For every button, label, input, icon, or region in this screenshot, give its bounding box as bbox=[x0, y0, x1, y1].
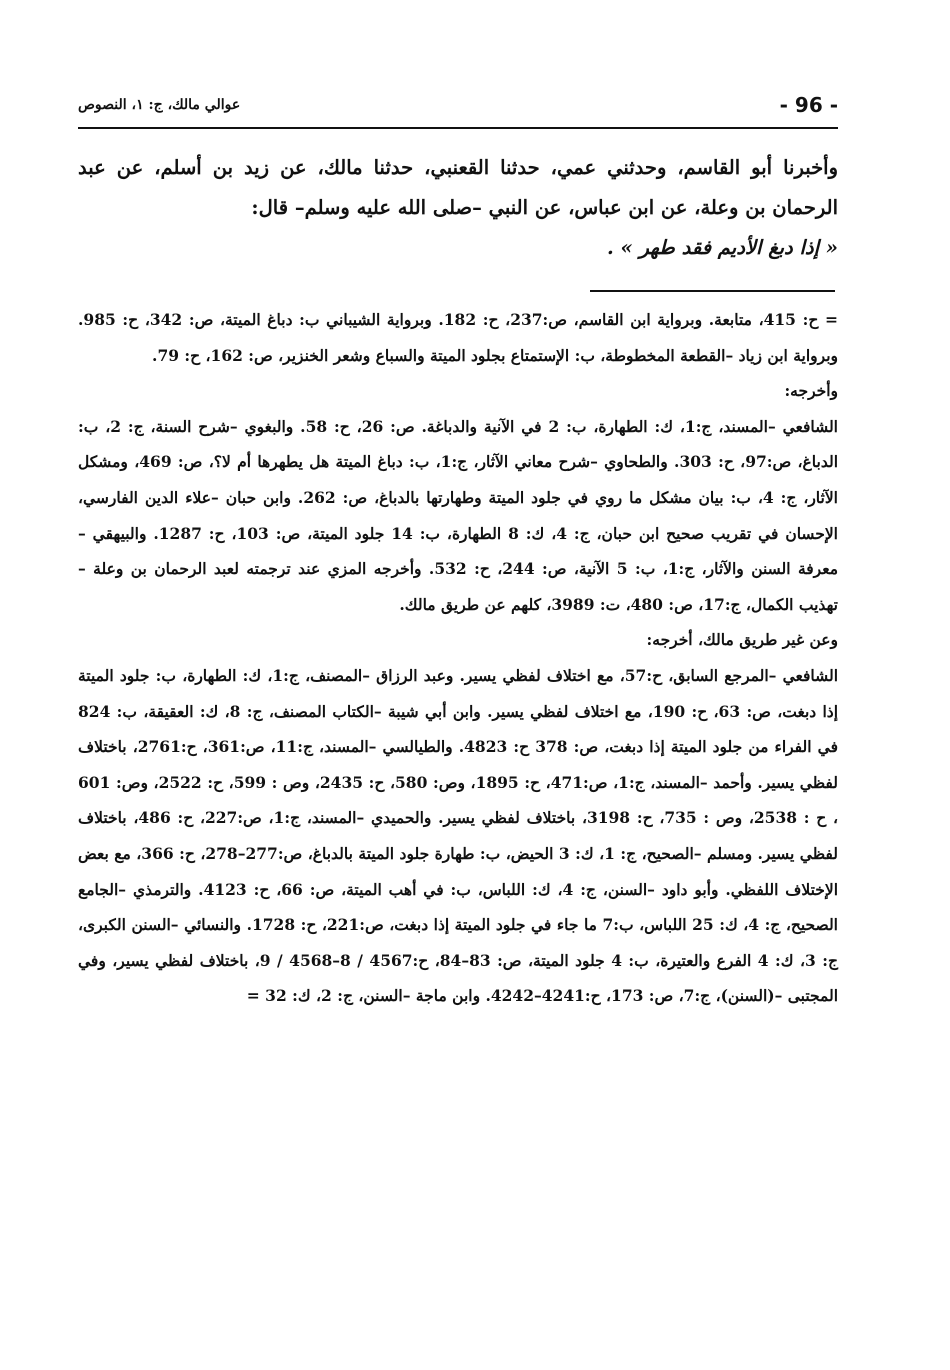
page-number: - 96 - bbox=[779, 93, 838, 117]
footnote-heading-1: وأخرجه: bbox=[784, 381, 838, 401]
footnotes bbox=[78, 302, 838, 1014]
footnote-separator bbox=[590, 290, 835, 292]
header-rule bbox=[78, 127, 838, 129]
hadith-text: « إذا دبغ الأديم فقد طهر » . bbox=[606, 236, 838, 259]
isnad-paragraph: وأخبرنا أبو القاسم، وحدثني عمي، حدثنا القعنبي، حدثنا مالك، عن زيد بن أسلم، عن عبد الرحمان بن وعلة، عن ابن عباس، عن النبي –صلى الله عليه وسلم– قال: bbox=[78, 156, 838, 219]
footnote-paragraph-3: الشافعي –المرجع السابق، ح:57، مع اختلاف لفظي يسير. وعبد الرزاق –المصنف، ج:1، ك: الطهارة، ب: جلود الميتة إذا دبغت، ص: 63، ح: 190، مع اختلاف لفظي يسير. وابن أبي شيبة –الكتاب المصنف، ج: 8، ك: العقيقة، ب: 824 في الفراء من جلود الميتة إذا دبغت، ص: 378 ح: 4823. والطيالسي –المسند، ج:11، ص:361، ح:2761، باختلاف لفظي يسير. وأحمد –المسند، ج:1، ص:471، ح: 1895، وص: 580، ح: 2435، وص : 599، ح: 2522، وص: 601 ، ح : 2538، وص : 735، ح: 3198، باختلاف لفظي يسير. والحميدي –المسند، ج:1، ص:227، ح: 486، باختلاف لفظي يسير. ومسلم –الصحيح، ج: 1، ك: 3 الحيض، ب: طهارة جلود الميتة بالدباغ، ص:277–278، ح: 366، مع بعض الإختلاف اللفظي. وأبو داود –السنن، ج: 4، ك: اللباس، ب: في أهب الميتة، ص: 66، ح: 4123. والترمذي –الجامع الصحيح، ج: 4، ك: 25 اللباس، ب:7 ما جاء في جلود الميتة إذا دبغت، ص:221، ح: 1728. والنسائي –السنن الكبرى، ج: 3، ك: 4 الفرع والعتيرة، ب: 4 جلود الميتة، ص: 83–84، ح:4567 / 8–4568 / 9، باختلاف لفظي يسير، وفي المجتبى –(السنن)، ج:7، ص: 173، ح:4241–4242. وابن ماجة –السنن، ج: 2، ك: 32 = bbox=[78, 665, 839, 1006]
footnote-paragraph-2: الشافعي –المسند، ج:1، ك: الطهارة، ب: 2 في الآنية والدباغة. ص: 26، ح: 58. والبغوي –شرح السنة، ج: 2، ب: الدباغ، ص:97، ح: 303. والطحاوي –شرح معاني الآثار، ج:1، ب: دباغ الميتة هل يطهرها أم لا؟، ص: 469، ومشكل الآثار، ج: 4، ب: بيان مشكل ما روي في جلود الميتة وطهارتها بالدباغ، ص: 262. وابن حبان –علاء الدين الفارسي، الإحسان في تقريب صحيح ابن حبان، ج: 4، ك: 8 الطهارة، ب: 14 جلود الميتة، ص: 103، ح: 1287. والبيهقي –معرفة السنن والآثار، ج:1، ب: 5 الآنية، ص: 244، ح: 532. وأخرجه المزي عند ترجمته لعبد الرحمان بن وعلة –تهذيب الكمال، ج:17، ص: 480، ت: 3989، كلهم عن طريق مالك. bbox=[78, 416, 839, 614]
footnote-paragraph-1: = ح: 415، متابعة. وبرواية ابن القاسم، ص:237، ح: 182. وبرواية الشيباني ب: دباغ الميتة، ص: 342، ح: 985. وبرواية ابن زياد –القطعة المخطوطة، ب: الإستمتاع بجلود الميتة والسباع وشعر الخنزير، ص: 162، ح: 79. bbox=[78, 310, 839, 365]
footnote-heading-2: وعن غير طريق مالك، أخرجه: bbox=[646, 630, 838, 650]
running-title: عوالي مالك، ج: ١، النصوص bbox=[78, 97, 241, 113]
page-header bbox=[78, 93, 838, 123]
main-text bbox=[78, 148, 838, 268]
